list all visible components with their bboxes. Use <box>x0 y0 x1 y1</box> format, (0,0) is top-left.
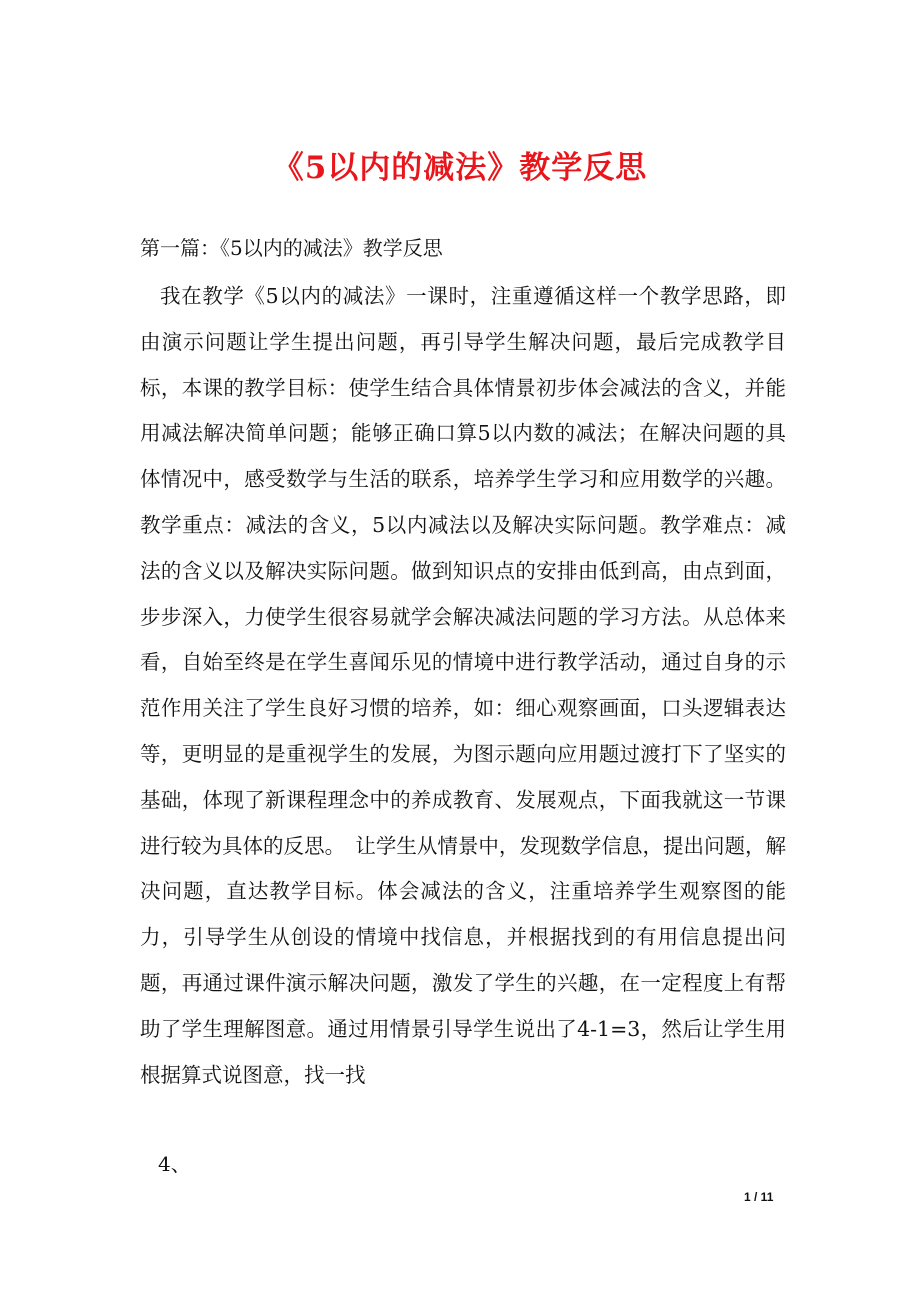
section-heading: 第一篇：《5以内的减法》教学反思 <box>140 236 443 260</box>
body-paragraph: 我在教学《5以内的减法》一课时，注重遵循这样一个教学思路，即由演示问题让学生提出问题，再引导学生解决问题，最后完成教学目标，本课的教学目标：使学生结合具体情景初步体会减法的含义，并能用减法解决简单问题；能够正确口算5以内数的减法；在解决问题的具体情况中，感受数学与生活的联系，培养学生学习和应用数学的兴趣。教学重点：减法的含义，5以内减法以及解决实际问题。教学难点：减法的含义以及解决实际问题。做到知识点的安排由低到高，由点到面，步步深入，力使学生很容易就学会解决减法问题的学习方法。从总体来看，自始至终是在学生喜闻乐见的情境中进行教学活动，通过自身的示范作用关注了学生良好习惯的培养，如：细心观察画面，口头逻辑表达等，更明显的是重视学生的发展，为图示题向应用题过渡打下了坚实的基础，体现了新课程理念中的养成教育、发展观点，下面我就这一节课进行较为具体的反思。 让学生从情景中，发现数学信息，提出问题，解决问题，直达教学目标。体会减法的含义，注重培养学生观察图的能力，引导学生从创设的情境中找信息，并根据找到的有用信息提出问题，再通过课件演示解决问题，激发了学生的兴趣，在一定程度上有帮助了学生理解图意。通过用情景引导学生说出了4-1=3，然后让学生用根据算式说图意，找一找 <box>140 284 786 1087</box>
document-title: 《5以内的减法》教学反思 <box>272 150 648 186</box>
list-item-number: 4、 <box>158 1152 191 1176</box>
page-number: 1 / 11 <box>744 1190 774 1204</box>
